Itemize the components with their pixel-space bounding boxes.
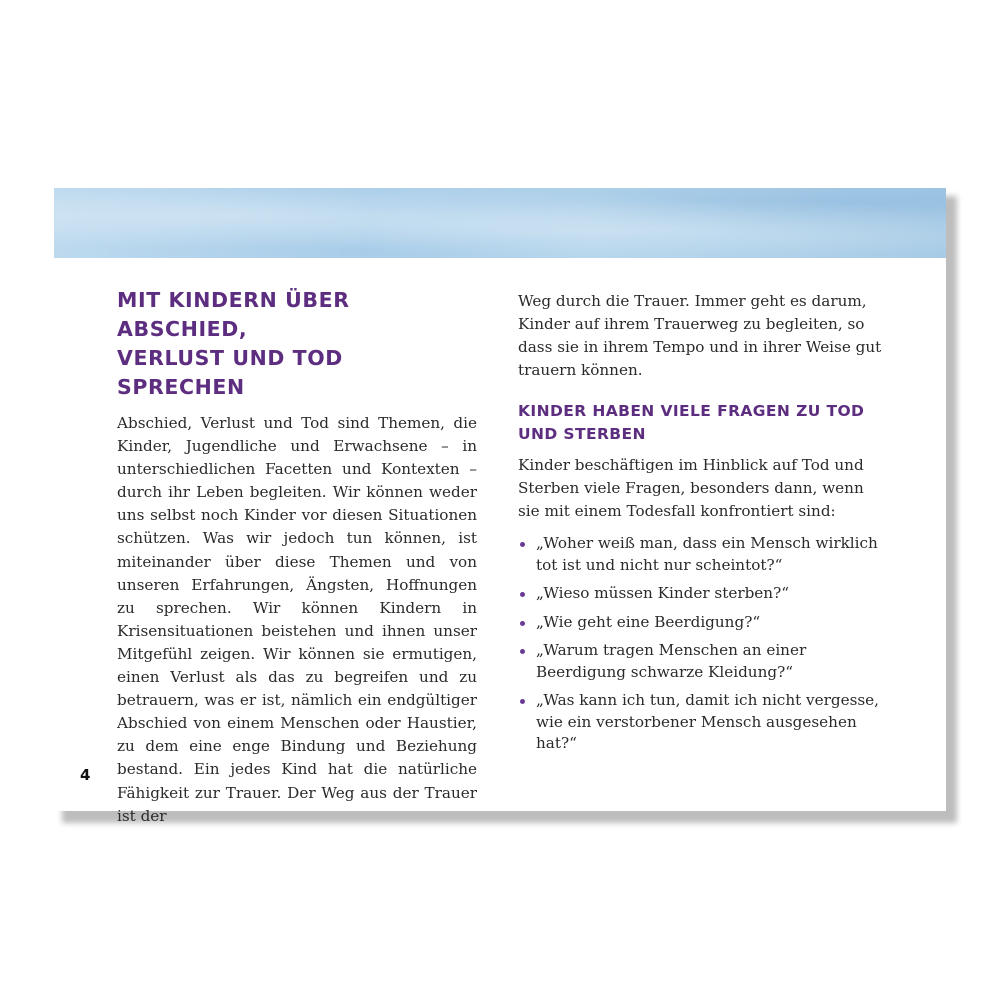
bullet-icon: [520, 649, 525, 654]
question-text: „Was kann ich tun, damit ich nicht vergesse, wie ein verstorbener Mensch ausgesehen hat?“: [536, 691, 879, 753]
question-text: „Wieso müssen Kinder sterben?“: [536, 584, 789, 603]
bullet-icon: [520, 621, 525, 626]
left-column: [117, 286, 477, 828]
question-text: „Warum tragen Menschen an einer Beerdigung schwarze Kleidung?“: [536, 641, 807, 681]
continuation-paragraph: Weg durch die Trauer. Immer geht es darum, Kinder auf ihrem Trauerweg zu begleiten, so dass sie in ihrem Tempo und in ihrer Weise gut trauern können.: [518, 292, 882, 380]
section-heading-line-1: KINDER HABEN VIELE FRAGEN ZU TOD: [518, 402, 865, 420]
main-heading: [117, 286, 477, 402]
main-heading-line-1: MIT KINDERN ÜBER ABSCHIED,: [117, 288, 350, 341]
right-column-top: [518, 290, 890, 382]
question-text: „Woher weiß man, dass ein Mensch wirklich tot ist und nicht nur scheintot?“: [536, 534, 878, 574]
intro-paragraph: Abschied, Verlust und Tod sind Themen, die Kinder, Jugendliche und Erwachsene – in unterschiedlichen Facetten und Kontexten – durch ihr Leben begleiten. Wir können weder uns selbst noch Kinder vor diesen Situationen schützen. Was wir jedoch tun können, ist miteinander über diese Themen und von unseren Erfahrungen, Ängsten, Hoffnungen zu sprechen. Wir können Kindern in Krisensituationen beistehen und ihnen unser Mitgefühl zeigen. Wir können sie ermutigen, einen Verlust als das zu begreifen und zu betrauern, was er ist, nämlich ein endgültiger Abschied von einem Menschen oder Haustier, zu dem eine enge Bindung und Beziehung bestand. Ein jedes Kind hat die natürliche Fähigkeit zur Trauer. Der Weg aus der Trauer ist der: [117, 414, 477, 825]
section-heading-line-2: UND STERBEN: [518, 425, 646, 443]
book-page: [54, 188, 946, 825]
bullet-icon: [520, 542, 525, 547]
list-item: [518, 533, 890, 576]
question-text: „Wie geht eine Beerdigung?“: [536, 612, 761, 631]
list-item: [518, 640, 890, 683]
watercolor-banner: [54, 188, 946, 258]
bullet-icon: [520, 699, 525, 704]
question-list: [518, 533, 890, 755]
list-item: [518, 612, 890, 634]
main-heading-line-2: VERLUST UND TOD SPRECHEN: [117, 346, 343, 399]
section-intro: Kinder beschäftigen im Hinblick auf Tod und Sterben viele Fragen, besonders dann, wenn sie mit einem Todesfall konfrontiert sind:: [518, 456, 864, 521]
section-heading: [518, 400, 890, 446]
list-item: [518, 690, 890, 755]
page-number: 4: [80, 766, 91, 784]
list-item: [518, 583, 890, 605]
right-column-section: [518, 400, 890, 762]
bullet-icon: [520, 592, 525, 597]
